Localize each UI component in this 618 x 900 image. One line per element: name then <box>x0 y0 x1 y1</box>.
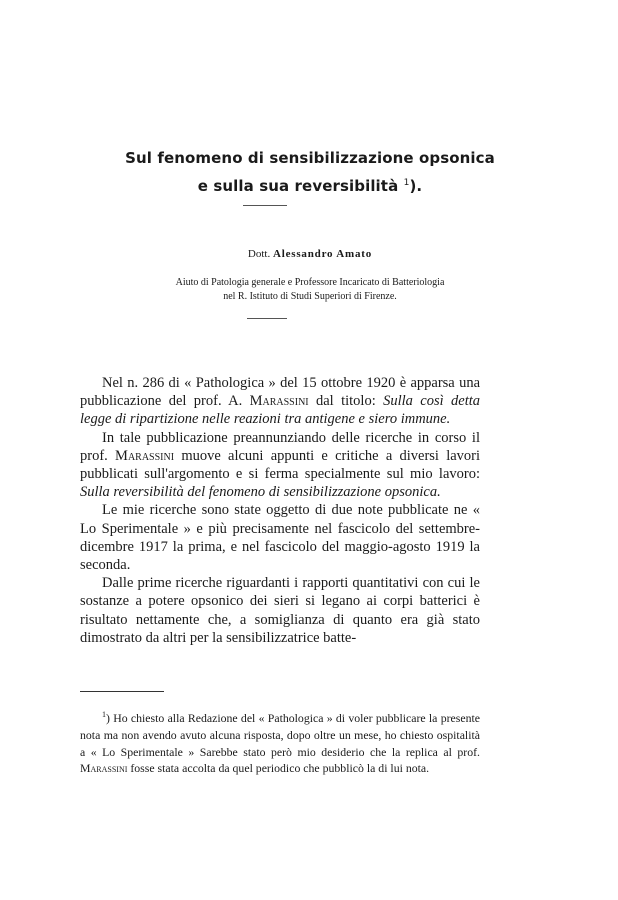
p2-text-a: In tale pubblicazione preannunziando delle ricerche in corso il prof. <box>80 429 480 464</box>
p2-text-b: muove alcuni appunti e critiche a diversi lavori pubblicati sull'argomento e si ferma specialmente sul mio lavoro: <box>80 447 481 483</box>
title-line-2 <box>60 171 560 199</box>
article-body <box>80 374 480 647</box>
p1-text-b: dal titolo: <box>316 393 376 410</box>
affiliation-line-2: nel R. Istituto di Studi Superiori di Firenze. <box>223 291 397 302</box>
author-prefix: Dott. <box>247 248 271 260</box>
title-line-2-end: ). <box>409 177 423 195</box>
p1-cited-name: Marassini <box>249 393 309 410</box>
footnote-text-b: fosse stata accolta da quel periodico che pubblicò la di lui nota. <box>130 761 430 776</box>
article-title <box>60 146 560 199</box>
author-line <box>60 248 560 260</box>
affiliation-line-1: Aiuto di Patologia generale e Professore Incaricato di Batteriologia <box>175 277 445 288</box>
p1-text-a: Nel n. 286 di « Pathologica » del 15 ottobre 1920 è apparsa una pubblicazione del prof. A. <box>80 375 480 410</box>
title-footnote-mark[interactable]: 1 <box>403 178 410 188</box>
footnote-paragraph <box>80 707 480 777</box>
title-line-1: Sul fenomeno di sensibilizzazione opsonica <box>125 149 495 167</box>
footnote <box>80 707 480 777</box>
footnote-cited-name: Marassini <box>80 761 128 776</box>
title-separator <box>243 205 287 206</box>
p1-cited-title: Sulla così detta legge di ripartizione nelle reazioni tra antigene e siero immune. <box>80 393 481 428</box>
title-line-2-text: e sulla sua reversibilità <box>197 177 399 195</box>
p2-cited-title: Sulla reversibilità del fenomeno di sensibilizzazione opsonica. <box>80 484 441 501</box>
paragraph-4: Dalle prime ricerche riguardanti i rapporti quantitativi con cui le sostanze a potere opsonico dei sieri si legano ai corpi batterici è risultato nettamente che, a somiglianza di quanto era già stato dimostrato da altri per la sensibilizzatrice batte- <box>80 575 480 646</box>
footnote-mark: 1 <box>102 710 106 719</box>
paragraph-3: Le mie ricerche sono state oggetto di due note pubblicate ne « Lo Sperimentale » e più precisamente nel fascicolo del settembre-dicembre 1917 la prima, e nel fascicolo del maggio-agosto 1919 la seconda. <box>80 502 480 574</box>
author-name: Alessandro Amato <box>272 248 373 260</box>
author-affiliation <box>90 276 530 304</box>
paragraph-2 <box>80 429 480 502</box>
footnote-text-a: ) Ho chiesto alla Redazione del « Pathologica » di voler pubblicare la presente nota ma non avendo avuto alcuna risposta, dopo oltre un mese, ho chiesto ospitalità a « Lo Sperimentale » Sarebbe stato però mio desiderio che la replica al prof. <box>80 710 480 759</box>
paragraph-1 <box>80 374 480 429</box>
p2-cited-name: Marassini <box>115 447 175 464</box>
footnote-separator <box>80 691 164 692</box>
affiliation-separator <box>247 318 287 319</box>
